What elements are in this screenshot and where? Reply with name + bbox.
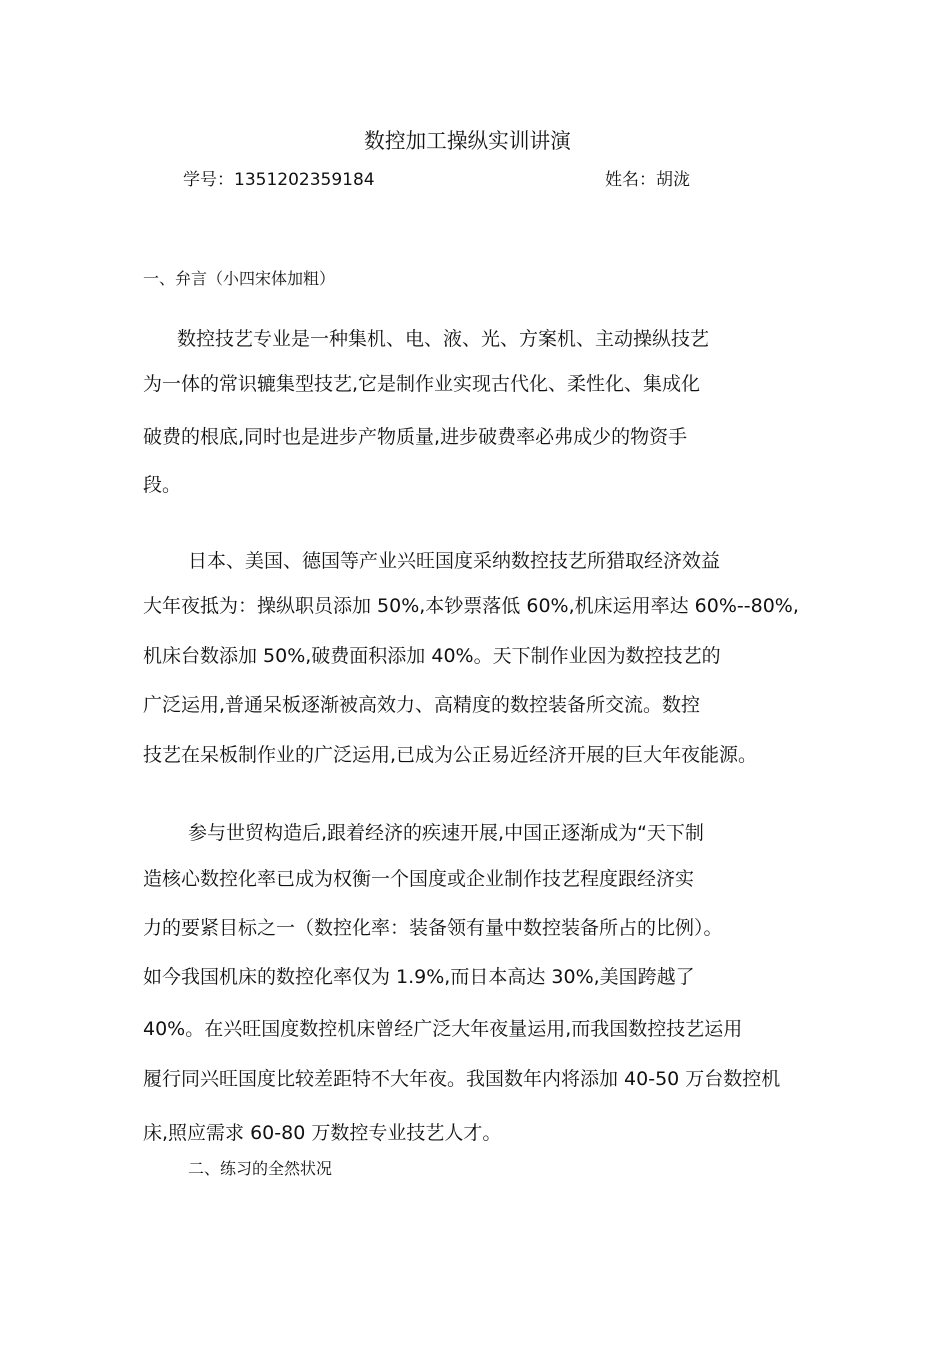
paragraph-1-line: 数控技艺专业是一种集机、电、液、光、方案机、主动操纵技艺: [177, 328, 710, 350]
paragraph-1-line: 为一体的常识辘集型技艺,它是制作业实现古代化、柔性化、集成化: [143, 373, 701, 395]
paragraph-2-line: 日本、美国、德国等产业兴旺国度采纳数控技艺所猎取经济效益: [188, 550, 721, 572]
paragraph-3-line: 履行同兴旺国度比较差距特不大年夜。我国数年内将添加 40-50 万台数控机: [143, 1068, 781, 1090]
paragraph-2-line: 技艺在呆板制作业的广泛运用,已成为公正易近经济开展的巨大年夜能源。: [143, 744, 758, 766]
document-title: 数控加工操纵实训讲演: [364, 129, 571, 153]
paragraph-1-line: 段。: [143, 474, 182, 496]
paragraph-2-line: 机床台数添加 50%,破费面积添加 40%。天下制作业因为数控技艺的: [143, 645, 721, 667]
student-id: 学号：1351202359184: [183, 170, 375, 190]
paragraph-2-line: 大年夜抵为：操纵职员添加 50%,本钞票落低 60%,机床运用率达 60%--80%,: [143, 595, 799, 617]
paragraph-2-line: 广泛运用,普通呆板逐渐被高效力、高精度的数控装备所交流。数控: [143, 694, 701, 716]
student-name: 姓名：胡泷: [605, 170, 690, 190]
paragraph-3-line: 40%。在兴旺国度数控机床曾经广泛大年夜量运用,而我国数控技艺运用: [143, 1018, 743, 1040]
paragraph-3-line: 造核心数控化率已成为权衡一个国度或企业制作技艺程度跟经济实: [143, 868, 695, 890]
paragraph-3-line: 床,照应需求 60-80 万数控专业技艺人才。: [143, 1122, 502, 1144]
paragraph-3-line: 如今我国机床的数控化率仅为 1.9%,而日本高达 30%,美国跨越了: [143, 966, 695, 988]
section-heading-training-overview: 二、练习的全然状况: [188, 1159, 333, 1178]
section-heading-introduction: 一、弁言（小四宋体加粗）: [143, 269, 336, 288]
paragraph-3-line: 力的要紧目标之一（数控化率：装备领有量中数控装备所占的比例）。: [143, 917, 723, 939]
paragraph-3-line: 参与世贸构造后,跟着经济的疾速开展,中国正逐渐成为“天下制: [188, 822, 704, 844]
paragraph-1-line: 破费的根底,同时也是进步产物质量,进步破费率必弗成少的物资手: [143, 426, 688, 448]
